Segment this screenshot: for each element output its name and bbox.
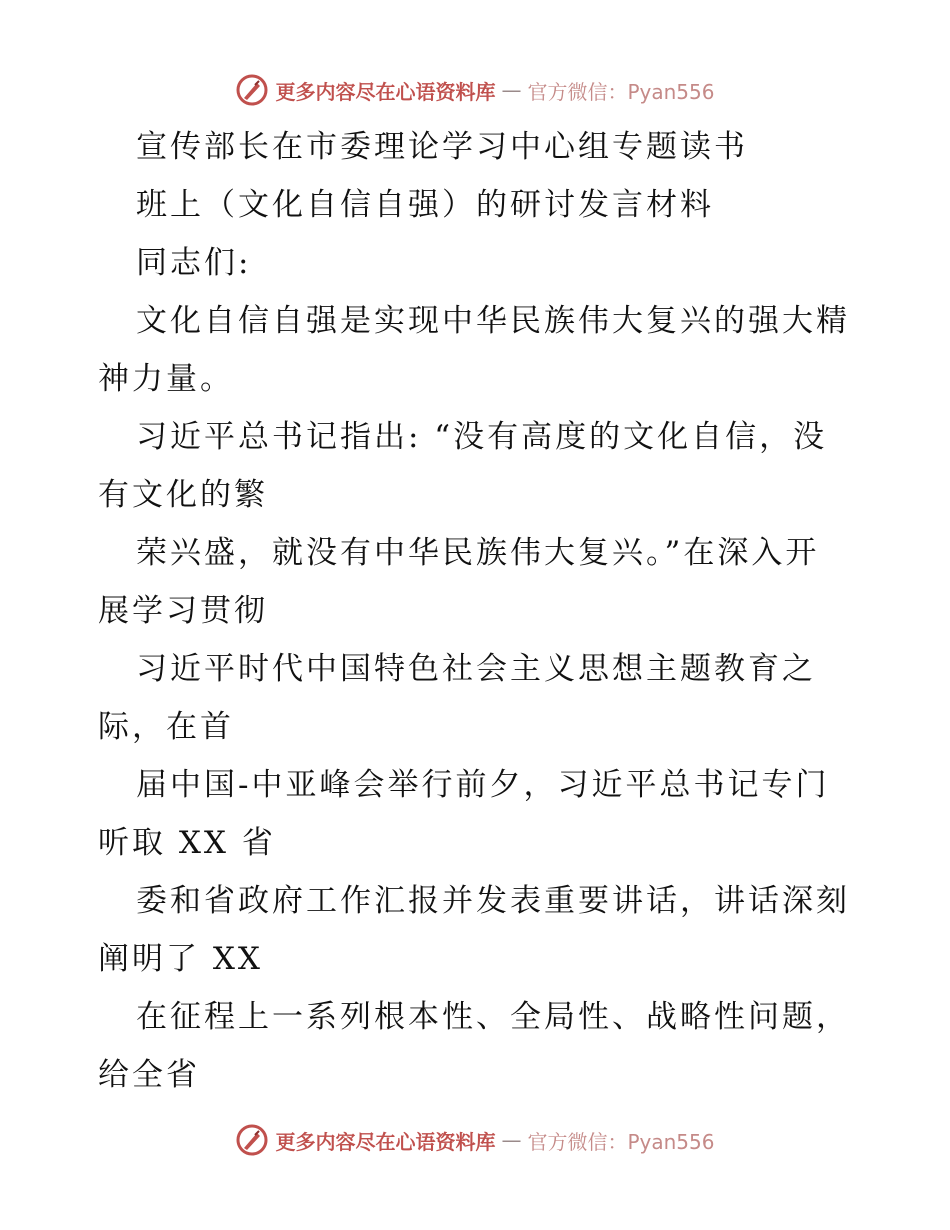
- doc-line: 神力量。: [98, 361, 234, 397]
- doc-line: 文化自信自强是实现中华民族伟大复兴的强大精: [136, 303, 850, 339]
- doc-line: 展学习贯彻: [98, 593, 268, 629]
- doc-line: 给全省: [98, 1057, 200, 1093]
- doc-line: 听取 XX 省: [98, 825, 276, 861]
- doc-line: 荣兴盛，就没有中华民族伟大复兴。”在深入开: [136, 535, 820, 571]
- doc-line: 习近平时代中国特色社会主义思想主题教育之: [136, 651, 816, 687]
- doc-line: 有文化的繁: [98, 477, 268, 513]
- doc-line: 际，在首: [98, 709, 234, 745]
- doc-line: 阐明了 XX: [98, 941, 263, 977]
- pen-circle-logo-icon: [235, 73, 269, 107]
- footer-banner-wechat: 官方微信：Pyan556: [527, 1129, 715, 1154]
- doc-line: 届中国-中亚峰会举行前夕，习近平总书记专门: [136, 767, 830, 803]
- doc-line: 在征程上一系列根本性、全局性、战略性问题，: [136, 999, 850, 1035]
- doc-line: 班上（文化自信自强）的研讨发言材料: [136, 187, 714, 223]
- header-banner-separator: —: [501, 78, 522, 102]
- document-body: [98, 118, 858, 1104]
- doc-line: 习近平总书记指出: “没有高度的文化自信，没: [136, 419, 828, 455]
- footer-banner-main-text: 更多内容尽在心语资料库: [275, 1129, 496, 1154]
- doc-line: 同志们:: [136, 245, 252, 281]
- pen-circle-logo-icon: [235, 1123, 269, 1157]
- doc-line: 宣传部长在市委理论学习中心组专题读书: [136, 129, 748, 165]
- footer-banner-separator: —: [501, 1128, 522, 1152]
- header-banner-wechat: 官方微信：Pyan556: [527, 79, 715, 104]
- footer-banner[interactable]: [0, 1120, 950, 1160]
- doc-line: 委和省政府工作汇报并发表重要讲话，讲话深刻: [136, 883, 850, 919]
- header-banner[interactable]: [0, 70, 950, 110]
- header-banner-main-text: 更多内容尽在心语资料库: [275, 79, 496, 104]
